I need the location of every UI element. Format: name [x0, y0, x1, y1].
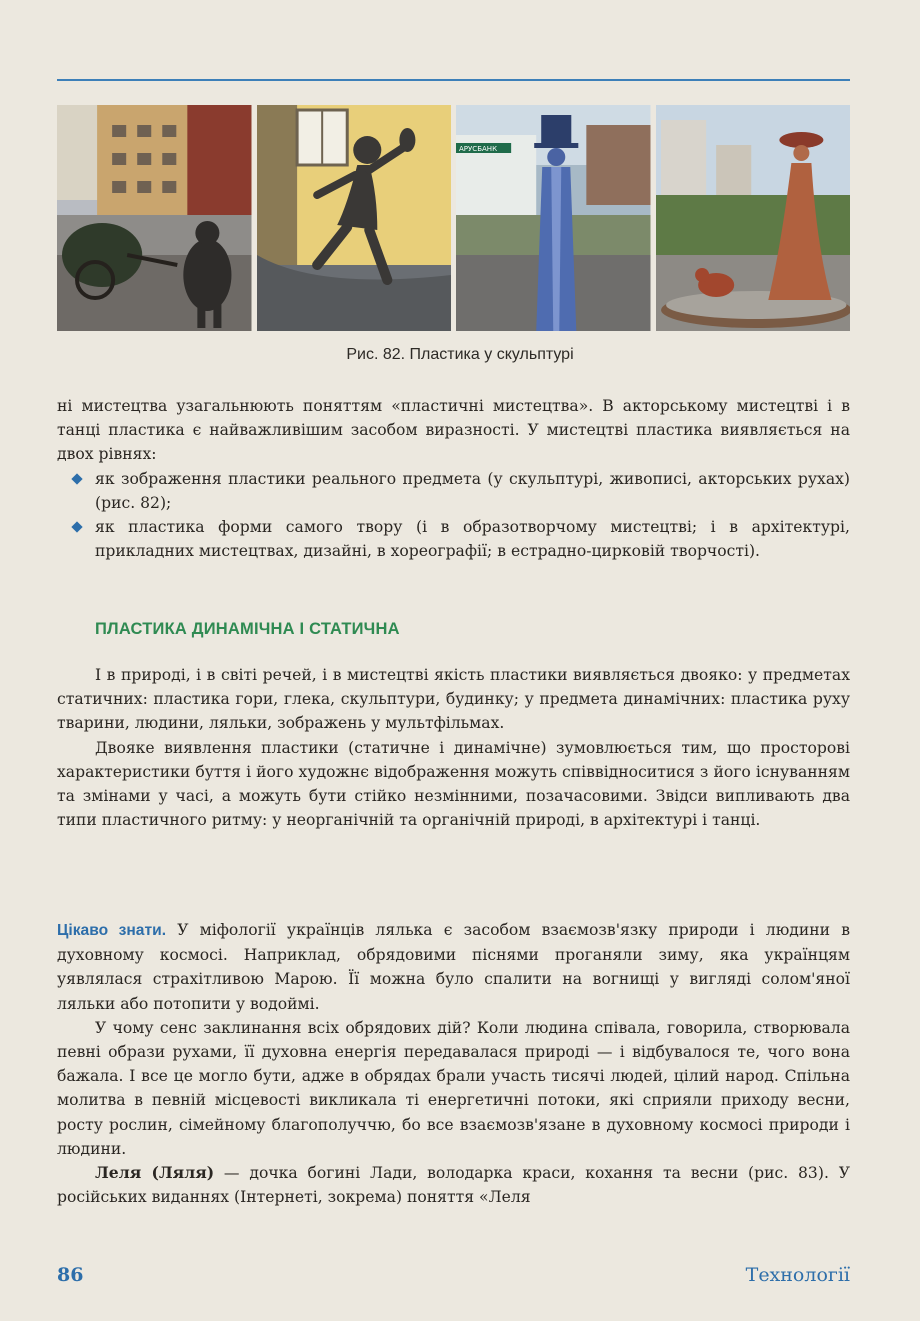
intro-block	[57, 394, 850, 563]
interesting-text: У міфології українців лялька є засобом взаємозв'язку природи і людини в духовному космосі. Наприклад, обрядовими піснями проганяли зиму, яка українцям уявлялася страхітливою Марою. Її можна було спалити на вогнищі у вигляді солом'яної ляльки або потопити у водоймі.	[57, 921, 850, 1013]
photo-dancing-figure-sculpture	[257, 105, 452, 331]
diamond-bullet-icon	[71, 473, 82, 484]
photo-top-hat-man-sculpture	[456, 105, 651, 331]
section-heading: ПЛАСТИКА ДИНАМІЧНА І СТАТИЧНА	[95, 620, 400, 638]
top-rule	[57, 79, 850, 81]
lelia-paragraph	[57, 1161, 850, 1209]
list-item	[57, 467, 850, 515]
bank-sign-text: АРУСБАНК	[459, 145, 498, 153]
interesting-paragraph	[57, 918, 850, 1016]
figure-82-photos	[57, 105, 850, 331]
interesting-facts-block	[57, 918, 850, 1209]
interesting-lead: Цікаво знати.	[57, 922, 167, 939]
photo-lady-cat-sculpture	[656, 105, 851, 331]
section-paragraph: Двояке виявлення пластики (статичне і динамічне) зумовлюється тим, що просторові характеристики буття і його художнє відображення можуть співвідноситися з його існуванням та змінами у часі, а можуть бути стійко незмінними, позачасовими. Звідси випливають два типи пластичного ритму: у неорганічній та органічній природі, в архітектурі і танці.	[57, 738, 850, 830]
section-paragraph: І в природі, і в світі речей, і в мистецтві якість пластики виявляється двояко: у предметах статичних: пластика гори, глека, скульптури, будинку; у предмета динамічних: пластика руху тварини, людини, ляльки, зображень у мультфільмах.	[57, 666, 850, 733]
page-number: 86	[57, 1264, 84, 1286]
diamond-bullet-icon	[71, 521, 82, 532]
running-title: Технології	[745, 1264, 850, 1286]
lelia-term: Леля (Ляля)	[95, 1163, 215, 1183]
lelia-text: — дочка богині Лади, володарка краси, кохання та весни (рис. 83). У російських виданнях (Інтернеті, зокрема) поняття «Леля	[57, 1164, 850, 1207]
list-item-text: як зображення пластики реального предмета (у скульптурі, живописі, акторських рухах) (рис. 82);	[95, 469, 850, 512]
photo-carriage-dog-sculpture	[57, 105, 252, 331]
list-item	[57, 515, 850, 563]
levels-list	[57, 467, 850, 564]
intro-paragraph: ні мистецтва узагальнюють поняттям «пластичні мистецтва». В акторському мистецтві і в танці пластика є найважливішим засобом виразності. У мистецтві пластика виявляється на двох рівнях:	[57, 397, 850, 464]
ritual-paragraph: У чому сенс заклинання всіх обрядових дій? Коли людина співала, говорила, створювала певні образи рухами, її духовна енергія передавалася природі — і відбувалося те, чого вона бажала. І все це могло бути, адже в обрядах брали участь тисячі людей, цілий народ. Спільна молитва в певній місцевості викликала ті енергетичні потоки, які сприяли приходу весни, росту рослин, сімейному благополуччю, бо все взаємозв'язане в духовному космосі природи і людини.	[57, 1018, 850, 1158]
section-body	[57, 663, 850, 832]
figure-caption: Рис. 82. Пластика у скульптурі	[346, 346, 574, 363]
list-item-text: як пластика форми самого твору (і в образотворчому мистецтві; і в архітектурі, прикладних мистецтвах, дизайні, в хореографії; в естрадно-цирковій творчості).	[95, 518, 850, 561]
